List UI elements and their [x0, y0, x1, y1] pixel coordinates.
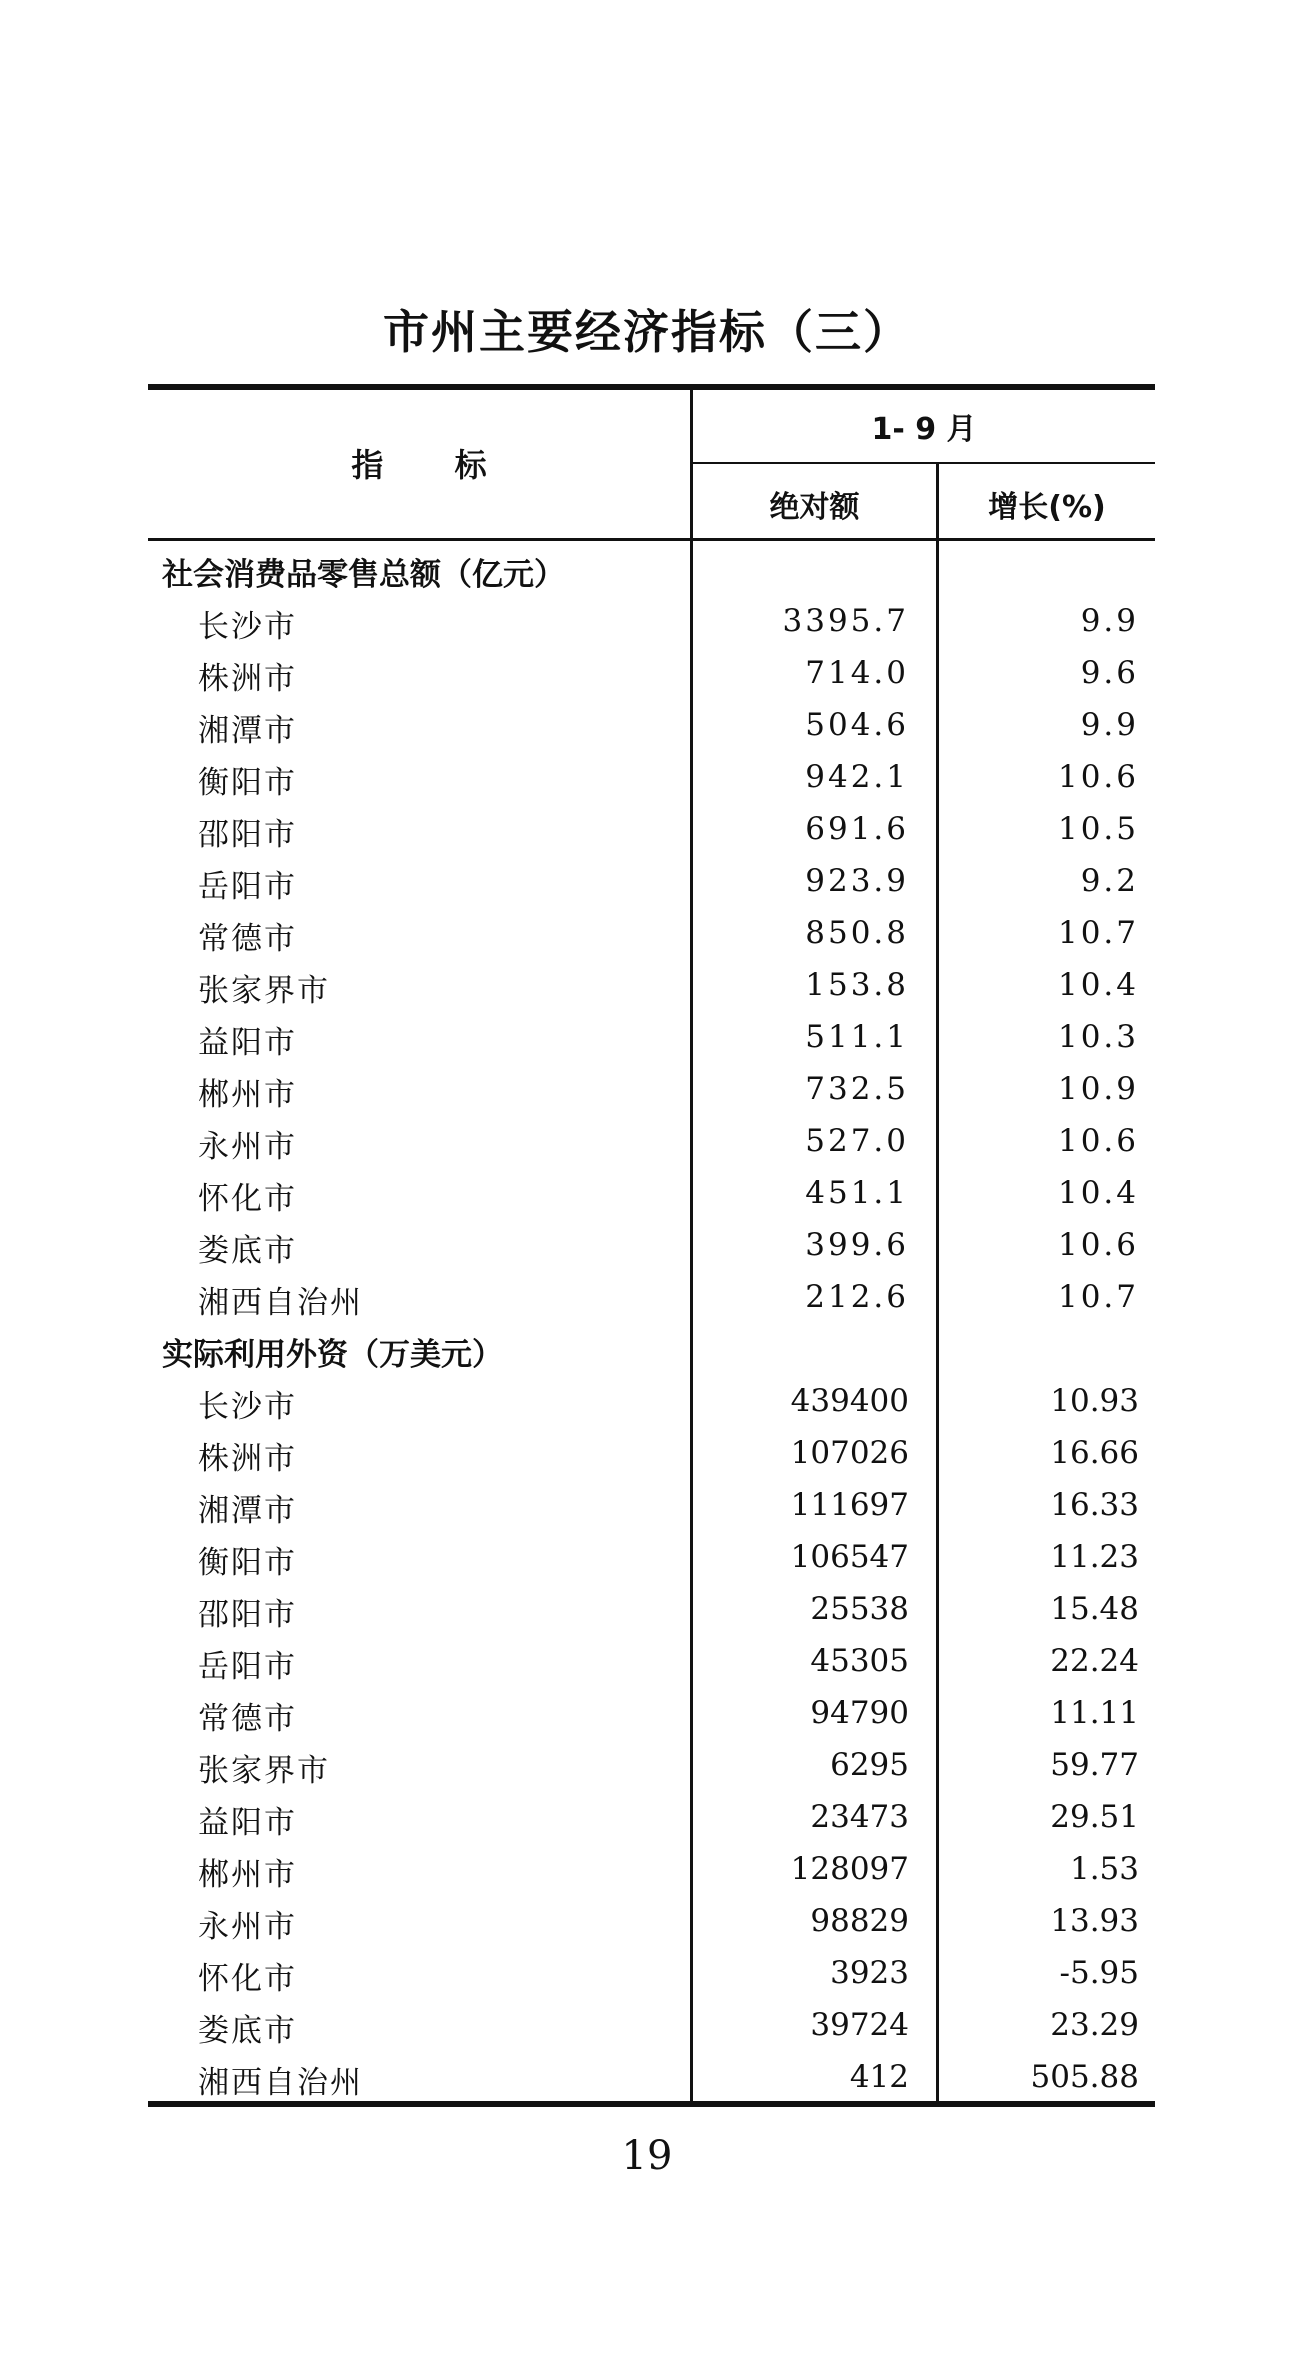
- absolute-value: 212.6: [805, 1279, 909, 1315]
- absolute-value: 25538: [810, 1591, 909, 1627]
- growth-value: 23.29: [1050, 2007, 1139, 2043]
- absolute-value: 714.0: [805, 655, 909, 691]
- city-name: 永州市: [198, 1129, 297, 1165]
- table-row: [148, 1581, 1155, 1633]
- absolute-value: 732.5: [805, 1071, 909, 1107]
- growth-value: 13.93: [1050, 1903, 1139, 1939]
- growth-value: 9.9: [1080, 603, 1139, 639]
- table-row: [148, 593, 1155, 645]
- table-row: [148, 1945, 1155, 1997]
- city-name: 湘潭市: [198, 713, 297, 749]
- absolute-value: 111697: [790, 1487, 909, 1523]
- growth-value: 10.4: [1057, 1175, 1139, 1211]
- absolute-value: 412: [849, 2059, 909, 2095]
- table-row: [148, 1269, 1155, 1321]
- page-title: 市州主要经济指标（三）: [383, 305, 911, 359]
- city-name: 湘西自治州: [198, 2065, 363, 2101]
- table-row: [148, 1893, 1155, 1945]
- city-name: 益阳市: [198, 1805, 297, 1841]
- table-row: [148, 697, 1155, 749]
- city-name: 岳阳市: [198, 869, 297, 905]
- growth-value: 59.77: [1050, 1747, 1139, 1783]
- absolute-value: 3923: [830, 1955, 909, 1991]
- absolute-value: 23473: [810, 1799, 909, 1835]
- table-row: [148, 1061, 1155, 1113]
- table-row: [148, 1009, 1155, 1061]
- growth-value: 1.53: [1069, 1851, 1139, 1887]
- growth-value: 9.2: [1080, 863, 1139, 899]
- table-row: [148, 1373, 1155, 1425]
- growth-value: 10.9: [1057, 1071, 1139, 1107]
- city-name: 株洲市: [198, 661, 297, 697]
- table-row: [148, 1477, 1155, 1529]
- city-name: 怀化市: [198, 1181, 297, 1217]
- city-name: 衡阳市: [198, 1545, 297, 1581]
- growth-value: 10.93: [1050, 1383, 1139, 1419]
- growth-value: 10.5: [1057, 811, 1139, 847]
- city-name: 郴州市: [198, 1077, 297, 1113]
- table-row: [148, 957, 1155, 1009]
- absolute-value: 399.6: [805, 1227, 909, 1263]
- table-row: [148, 2049, 1155, 2101]
- table-row: [148, 1841, 1155, 1893]
- city-name: 怀化市: [198, 1961, 297, 1997]
- absolute-value: 511.1: [805, 1019, 909, 1055]
- table-body: [148, 541, 1155, 2107]
- growth-value: -5.95: [1059, 1955, 1139, 1991]
- city-name: 张家界市: [198, 1753, 330, 1789]
- section-row: [148, 1321, 1155, 1373]
- absolute-value: 153.8: [805, 967, 909, 1003]
- growth-value: 16.66: [1050, 1435, 1139, 1471]
- city-name: 株洲市: [198, 1441, 297, 1477]
- growth-value: 10.4: [1057, 967, 1139, 1003]
- table-row: [148, 1685, 1155, 1737]
- table-row: [148, 749, 1155, 801]
- table-row: [148, 1425, 1155, 1477]
- growth-value: 29.51: [1050, 1799, 1139, 1835]
- table-row: [148, 1737, 1155, 1789]
- absolute-value: 439400: [790, 1383, 909, 1419]
- growth-value: 10.7: [1057, 1279, 1139, 1315]
- growth-value: 10.6: [1057, 759, 1139, 795]
- table-row: [148, 1165, 1155, 1217]
- table-row: [148, 1113, 1155, 1165]
- city-name: 长沙市: [198, 609, 297, 645]
- table-row: [148, 801, 1155, 853]
- period-header: 1- 9 月: [871, 412, 977, 447]
- section-title: 社会消费品零售总额（亿元）: [162, 557, 565, 593]
- absolute-value: 6295: [830, 1747, 909, 1783]
- header-subrule: [693, 462, 1155, 464]
- growth-value: 10.6: [1057, 1227, 1139, 1263]
- city-name: 娄底市: [198, 2013, 297, 2049]
- growth-value: 10.7: [1057, 915, 1139, 951]
- city-name: 岳阳市: [198, 1649, 297, 1685]
- table-row: [148, 645, 1155, 697]
- city-name: 衡阳市: [198, 765, 297, 801]
- growth-value: 10.6: [1057, 1123, 1139, 1159]
- absolute-value: 923.9: [805, 863, 909, 899]
- absolute-value: 942.1: [805, 759, 909, 795]
- growth-value: 22.24: [1050, 1643, 1139, 1679]
- table-row: [148, 853, 1155, 905]
- table-row: [148, 1217, 1155, 1269]
- growth-value: 15.48: [1050, 1591, 1139, 1627]
- indicator-header: 指 标: [351, 446, 487, 484]
- growth-value: 505.88: [1030, 2059, 1139, 2095]
- absolute-value: 106547: [790, 1539, 909, 1575]
- growth-value: 10.3: [1057, 1019, 1139, 1055]
- section-title: 实际利用外资（万美元）: [162, 1337, 503, 1373]
- indicator-table: [148, 384, 1155, 2107]
- growth-value: 11.23: [1050, 1539, 1139, 1575]
- city-name: 常德市: [198, 1701, 297, 1737]
- absolute-value: 3395.7: [782, 603, 909, 639]
- section-row: [148, 541, 1155, 593]
- growth-value: 9.9: [1080, 707, 1139, 743]
- absolute-value: 850.8: [805, 915, 909, 951]
- table-row: [148, 1633, 1155, 1685]
- absolute-value: 451.1: [805, 1175, 909, 1211]
- absolute-value: 39724: [810, 2007, 909, 2043]
- table-row: [148, 1529, 1155, 1581]
- city-name: 湘西自治州: [198, 1285, 363, 1321]
- city-name: 邵阳市: [198, 817, 297, 853]
- table-row: [148, 905, 1155, 957]
- table-row: [148, 1997, 1155, 2049]
- city-name: 永州市: [198, 1909, 297, 1945]
- absolute-value: 45305: [810, 1643, 909, 1679]
- growth-value: 11.11: [1050, 1695, 1139, 1731]
- absolute-value: 94790: [810, 1695, 909, 1731]
- absolute-value: 504.6: [805, 707, 909, 743]
- absolute-value: 691.6: [805, 811, 909, 847]
- absolute-value: 527.0: [805, 1123, 909, 1159]
- growth-value: 9.6: [1080, 655, 1139, 691]
- city-name: 湘潭市: [198, 1493, 297, 1529]
- city-name: 邵阳市: [198, 1597, 297, 1633]
- absolute-header: 绝对额: [769, 490, 860, 525]
- growth-value: 16.33: [1050, 1487, 1139, 1523]
- table-header: [148, 390, 1155, 541]
- absolute-value: 128097: [790, 1851, 909, 1887]
- city-name: 常德市: [198, 921, 297, 957]
- page-number: 19: [621, 2133, 673, 2179]
- table-row: [148, 1789, 1155, 1841]
- city-name: 益阳市: [198, 1025, 297, 1061]
- city-name: 娄底市: [198, 1233, 297, 1269]
- city-name: 长沙市: [198, 1389, 297, 1425]
- absolute-value: 98829: [810, 1903, 909, 1939]
- city-name: 张家界市: [198, 973, 330, 1009]
- city-name: 郴州市: [198, 1857, 297, 1893]
- growth-header: 增长(%): [988, 490, 1106, 525]
- absolute-value: 107026: [790, 1435, 909, 1471]
